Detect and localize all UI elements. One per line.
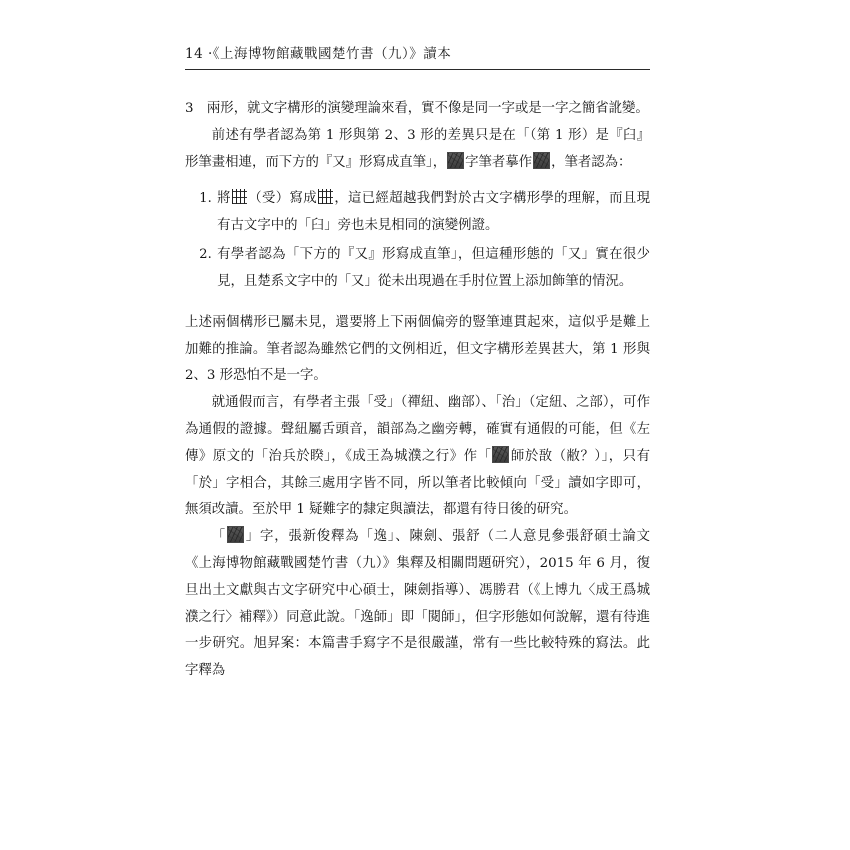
seal-script-glyph-icon bbox=[533, 152, 550, 169]
list-item-1-mid: （受）寫成 bbox=[247, 191, 317, 207]
paragraph-5-part-b: 」字，張新俊釋為「逸」、陳劍、張舒（二人意見參張舒碩士論文《上海博物館藏戰國楚竹書（九）》集釋及相關問題研究），2015 年 6 月，復旦出土文獻與古文字研究中心碩士，陳劍指導）、馮勝君（《上博九〈成王爲城濮之行〉補釋》）同意此說。「逸師」即「閱師」，但字形態如何說解，還有待進一步研究。 bbox=[185, 529, 650, 652]
paragraph-5 bbox=[185, 524, 650, 685]
paragraph-1: 3 兩形，就文字構形的演變理論來看，實不像是同一字或是一字之簡省訛變。 bbox=[185, 101, 649, 116]
paragraph-5-part-c: 旭昇案：本篇書手寫字不是很嚴謹，常有一些比較特殊的寫法。此字釋為 bbox=[185, 636, 651, 679]
list-item bbox=[185, 186, 650, 240]
seal-script-glyph-icon bbox=[227, 526, 244, 543]
paragraph-4-part-b: 師於敔（敝？）」，只有「於」字相合，其餘三處用字皆不同，所以筆者比較傾向「受」讀如字即可，無須改讀。至於甲 1 疑難字的隸定與讀法，都還有待日後的研究。 bbox=[185, 448, 650, 518]
header-divider bbox=[185, 69, 650, 70]
paragraph-2-part-b: 字筆者摹作 bbox=[465, 154, 533, 170]
ancient-glyph-icon bbox=[232, 189, 247, 204]
seal-script-glyph-icon bbox=[492, 446, 509, 463]
page-body bbox=[185, 96, 650, 685]
paragraph-2-part-a: 前述有學者認為第 1 形與第 2、3 形的差異只是在「（第 1 形）是『臼』形筆畫相連，而下方的『又』形寫成直筆」， bbox=[185, 127, 650, 170]
ancient-glyph-icon bbox=[318, 189, 333, 204]
paragraph-4-part-a: 就通假而言，有學者主張「受」（禪紐、幽部）、「治」（定紐、之部），可作為通假的證據。聲紐屬舌頭音，韻部為之幽旁轉，確實有通假的可能，但《左傳》原文的「治兵於睽」，《成王為城濮之行》作「 bbox=[185, 395, 650, 464]
numbered-list bbox=[185, 186, 650, 295]
paragraph-5-part-a: 「 bbox=[211, 529, 226, 545]
list-item-2-text: 有學者認為「下方的『又』形寫成直筆」，但這種形態的「又」實在很少見，且楚系文字中的「又」從未出現過在手肘位置上添加飾筆的情況。 bbox=[217, 247, 650, 289]
seal-script-glyph-icon bbox=[447, 152, 464, 169]
list-item-1-pre: 將 bbox=[217, 191, 231, 207]
paragraph-4 bbox=[185, 390, 650, 524]
page-header: 14 ·《上海博物館藏戰國楚竹書（九）》讀本 bbox=[185, 46, 452, 62]
list-item bbox=[185, 242, 650, 296]
paragraph-3: 上述兩個構形已屬未見，還要將上下兩個偏旁的豎筆連貫起來，這似乎是難上加難的推論。筆者認為雖然它們的文例相近，但文字構形差異甚大，第 1 形與 2、3 形恐怕不是一字。 bbox=[185, 314, 650, 384]
list-item-1-post: ，這已經超越我們對於古文字構形學的理解，而且現有古文字中的「臼」旁也未見相同的演變例證。 bbox=[217, 191, 651, 234]
paragraph-2 bbox=[185, 123, 650, 177]
paragraph-2-part-c: ，筆者認為： bbox=[551, 154, 632, 170]
